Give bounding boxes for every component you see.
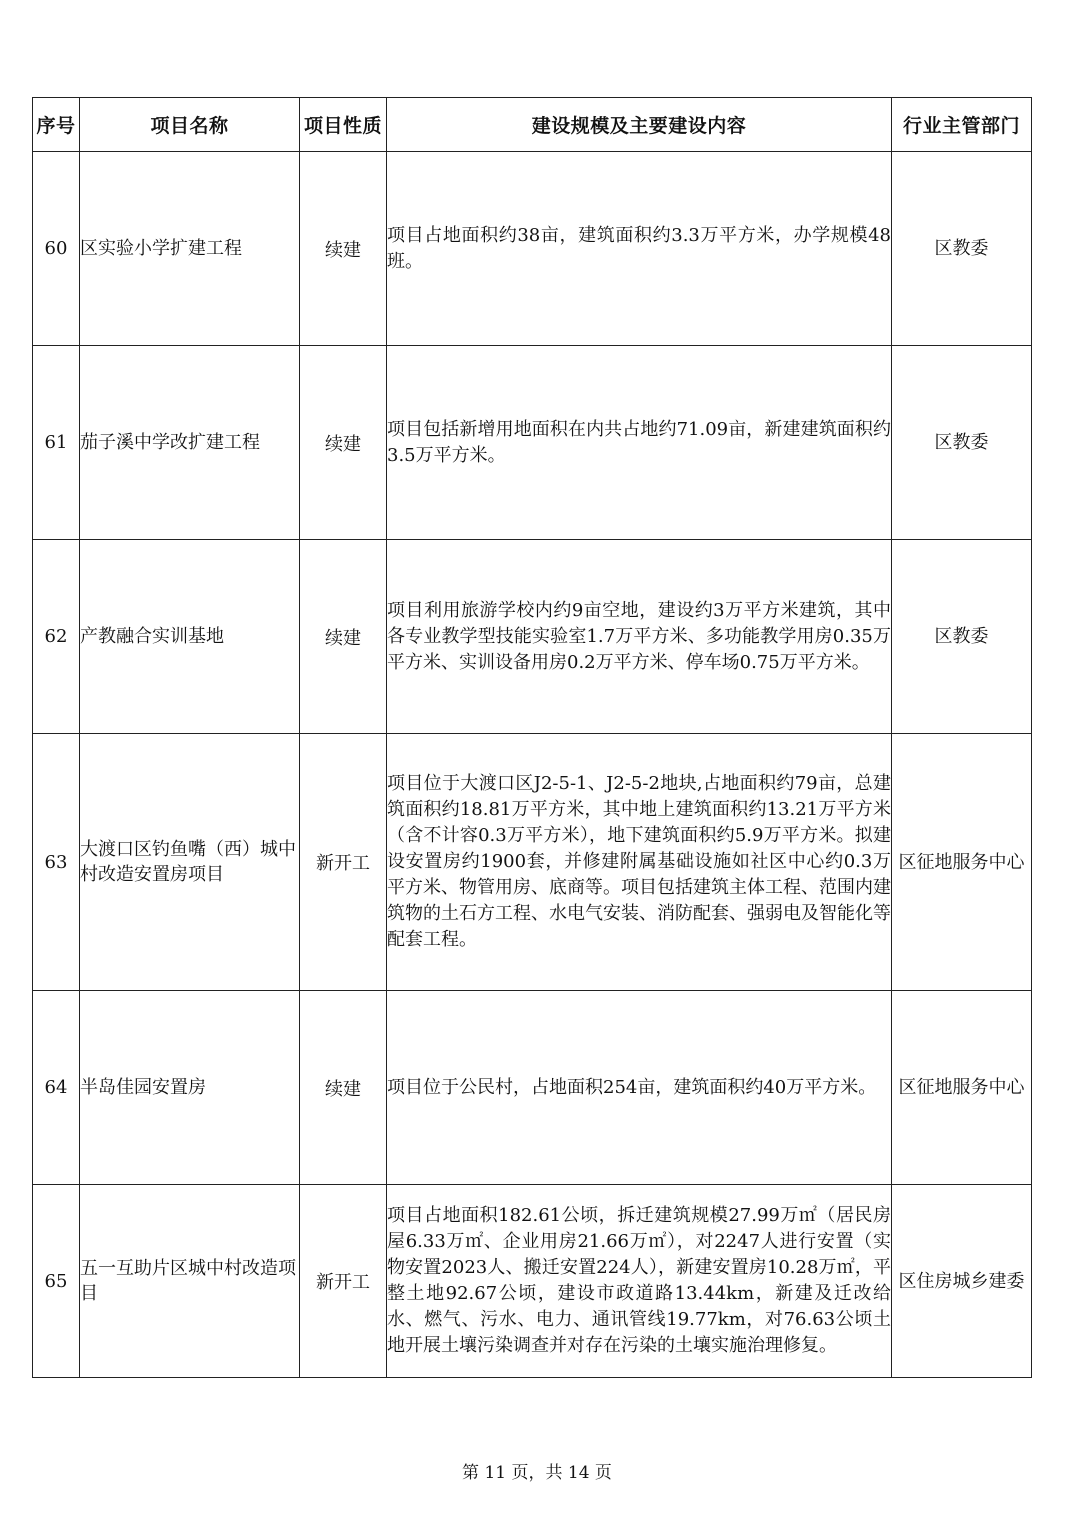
cell-construction-content: 项目占地面积182.61公顷，拆迁建筑规模27.99万㎡（居民房屋6.33万㎡、企业用房21.66万㎡），对2247人进行安置（实物安置2023人、搬迁安置224人），新建安置房10.28万㎡，平整土地92.67公顷，建设市政道路13.44km，新建及迁改给水、燃气、污水、电力、通讯管线19.77km，对76.63公顷土地开展土壤污染调查并对存在污染的土壤实施治理修复。: [387, 1185, 892, 1378]
cell-project-name: 大渡口区钓鱼嘴（西）城中村改造安置房项目: [80, 734, 300, 991]
table-row: [33, 1185, 1032, 1378]
cell-department: 区教委: [892, 346, 1032, 540]
page-number: 第 11 页，共 14 页: [462, 1463, 612, 1483]
table-row: [33, 152, 1032, 346]
cell-department: 区教委: [892, 152, 1032, 346]
cell-serial-number: 65: [33, 1185, 80, 1378]
cell-project-type: 续建: [300, 991, 387, 1185]
header-department: 行业主管部门: [892, 98, 1032, 152]
cell-project-type: 续建: [300, 152, 387, 346]
cell-serial-number: 60: [33, 152, 80, 346]
cell-project-name: 五一互助片区城中村改造项目: [80, 1185, 300, 1378]
header-project-name: 项目名称: [80, 98, 300, 152]
table-row: [33, 991, 1032, 1185]
project-table: [32, 97, 1032, 1378]
table-row: [33, 734, 1032, 991]
cell-construction-content: 项目占地面积约38亩，建筑面积约3.3万平方米，办学规模48班。: [387, 152, 892, 346]
cell-project-type: 新开工: [300, 1185, 387, 1378]
header-project-type: 项目性质: [300, 98, 387, 152]
cell-construction-content: 项目位于公民村，占地面积254亩，建筑面积约40万平方米。: [387, 991, 892, 1185]
cell-construction-content: 项目位于大渡口区J2-5-1、J2-5-2地块,占地面积约79亩，总建筑面积约18.81万平方米，其中地上建筑面积约13.21万平方米（含不计容0.3万平方米），地下建筑面积约5.9万平方米。拟建设安置房约1900套，并修建附属基础设施如社区中心约0.3万平方米、物管用房、底商等。项目包括建筑主体工程、范围内建筑物的土石方工程、水电气安装、消防配套、强弱电及智能化等配套工程。: [387, 734, 892, 991]
cell-serial-number: 63: [33, 734, 80, 991]
cell-project-type: 续建: [300, 346, 387, 540]
header-construction-content: 建设规模及主要建设内容: [387, 98, 892, 152]
cell-department: 区住房城乡建委: [892, 1185, 1032, 1378]
table-row: [33, 540, 1032, 734]
cell-project-name: 半岛佳园安置房: [80, 991, 300, 1185]
cell-project-name: 产教融合实训基地: [80, 540, 300, 734]
table-row: [33, 346, 1032, 540]
cell-serial-number: 64: [33, 991, 80, 1185]
cell-department: 区征地服务中心: [892, 734, 1032, 991]
cell-serial-number: 62: [33, 540, 80, 734]
cell-project-type: 新开工: [300, 734, 387, 991]
cell-construction-content: 项目利用旅游学校内约9亩空地，建设约3万平方米建筑，其中各专业教学型技能实验室1.7万平方米、多功能教学用房0.35万平方米、实训设备用房0.2万平方米、停车场0.75万平方米。: [387, 540, 892, 734]
cell-project-type: 续建: [300, 540, 387, 734]
header-serial-number: 序号: [33, 98, 80, 152]
cell-construction-content: 项目包括新增用地面积在内共占地约71.09亩，新建建筑面积约3.5万平方米。: [387, 346, 892, 540]
cell-project-name: 茄子溪中学改扩建工程: [80, 346, 300, 540]
cell-department: 区征地服务中心: [892, 991, 1032, 1185]
cell-project-name: 区实验小学扩建工程: [80, 152, 300, 346]
table-header-row: [33, 98, 1032, 152]
cell-department: 区教委: [892, 540, 1032, 734]
cell-serial-number: 61: [33, 346, 80, 540]
